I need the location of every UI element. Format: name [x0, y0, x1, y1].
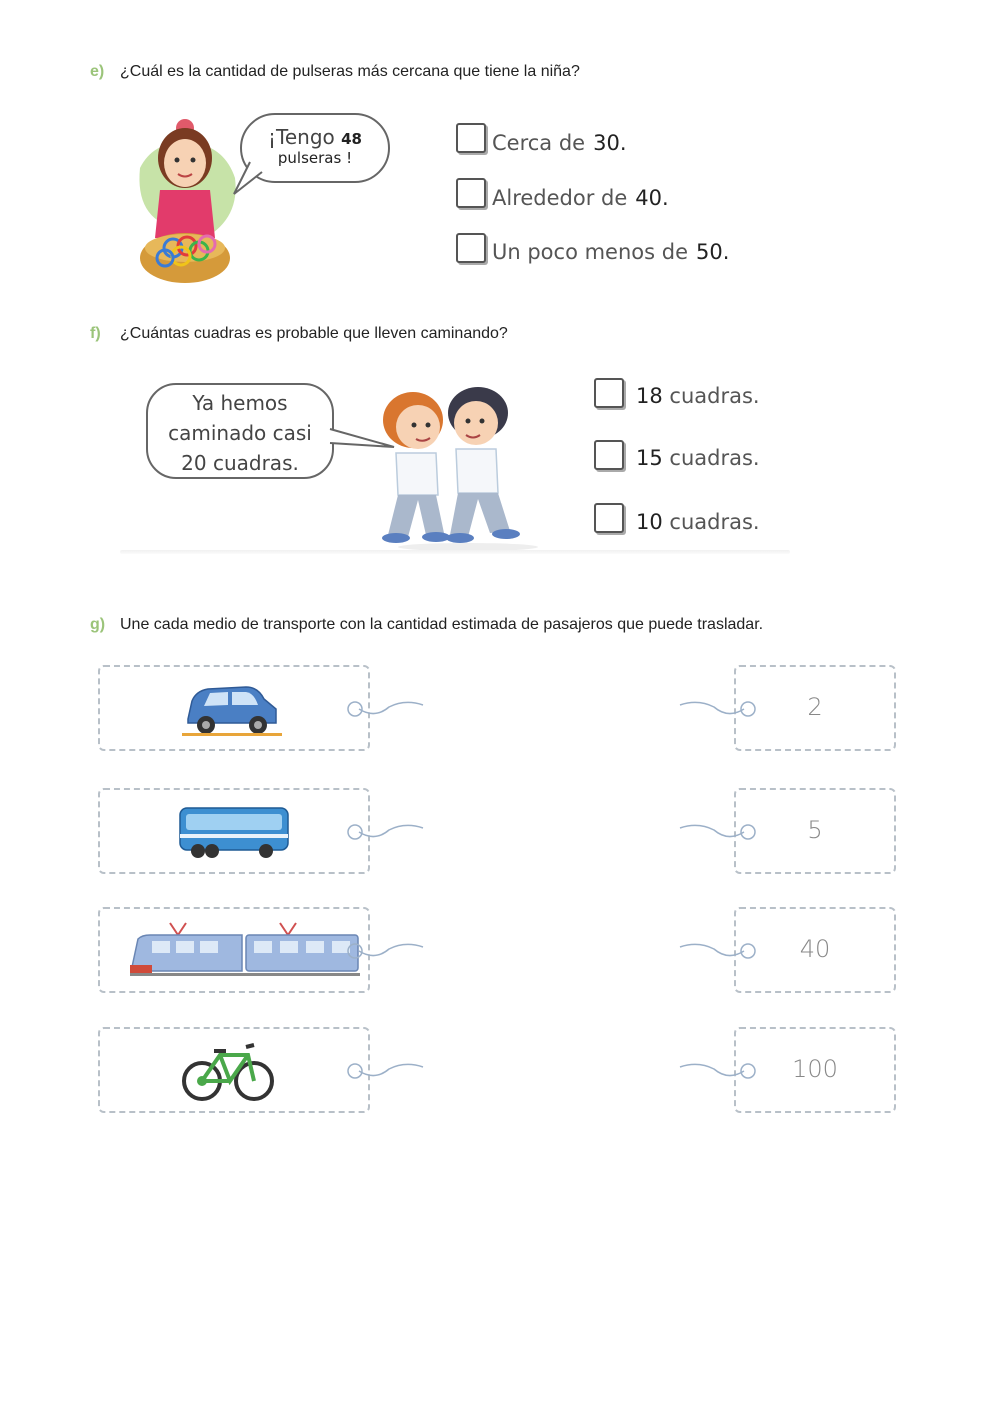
option-e-1-label: Cerca de: [492, 131, 586, 155]
string-loop-icon: [345, 820, 425, 844]
option-e-2-label: Alrededor de: [492, 186, 628, 210]
option-f-3-value: 10: [636, 510, 663, 534]
bubble-f-line1: Ya hemos: [192, 391, 288, 415]
option-f-1-unit: cuadras.: [669, 384, 760, 408]
bubble-e-number: 48: [341, 130, 362, 148]
car-icon: [182, 679, 282, 739]
number-40: 40: [799, 935, 831, 963]
option-f-1-value: 18: [636, 384, 663, 408]
option-f-2: [636, 446, 760, 470]
bubble-e-line1: ¡Tengo: [268, 125, 335, 149]
checkbox-f-option-1[interactable]: [594, 378, 624, 408]
option-e-3-label: Un poco menos de: [492, 240, 689, 264]
checkbox-e-option-3[interactable]: [456, 233, 486, 263]
number-5: 5: [807, 816, 823, 844]
bubble-e-excl: !: [346, 149, 353, 167]
option-e-2: [492, 186, 669, 210]
question-e-letter: e): [90, 63, 105, 80]
bus-icon: [174, 800, 294, 862]
option-f-2-value: 15: [636, 446, 663, 470]
divider: [120, 550, 790, 554]
vehicle-card-bicycle[interactable]: [98, 1027, 370, 1113]
number-card-100[interactable]: [734, 1027, 896, 1113]
question-g-letter: g): [90, 616, 106, 633]
checkbox-f-option-2[interactable]: [594, 440, 624, 470]
option-e-1: [492, 131, 627, 155]
checkbox-e-option-2[interactable]: [456, 178, 486, 208]
vehicle-card-bus[interactable]: [98, 788, 370, 874]
number-card-40[interactable]: [734, 907, 896, 993]
speech-bubble-f: [146, 383, 334, 479]
option-f-1: [636, 384, 760, 408]
bicycle-icon: [180, 1041, 276, 1103]
option-e-2-value: 40.: [635, 186, 669, 210]
number-2: 2: [807, 693, 823, 721]
option-f-3: [636, 510, 760, 534]
bubble-e-tail: [228, 160, 268, 200]
option-f-2-unit: cuadras.: [669, 446, 760, 470]
string-loop-icon: [345, 697, 425, 721]
question-f-letter: f): [90, 325, 101, 342]
number-card-2[interactable]: [734, 665, 896, 751]
question-e-text: ¿Cuál es la cantidad de pulseras más cercana que tiene la niña?: [120, 63, 580, 80]
string-loop-icon: [345, 939, 425, 963]
bubble-f-line2: caminado casi: [168, 421, 312, 445]
bubble-f-line3: 20 cuadras.: [181, 451, 299, 475]
bubble-e-line2: pulseras: [277, 149, 342, 167]
number-100: 100: [792, 1055, 838, 1083]
question-g-text: Une cada medio de transporte con la cantidad estimada de pasajeros que puede trasladar.: [120, 616, 764, 633]
option-e-3-value: 50.: [696, 240, 730, 264]
question-f-text: ¿Cuántas cuadras es probable que lleven caminando?: [120, 325, 508, 342]
option-e-3: [492, 240, 729, 264]
vehicle-card-train[interactable]: [98, 907, 370, 993]
number-card-5[interactable]: [734, 788, 896, 874]
option-f-3-unit: cuadras.: [669, 510, 760, 534]
checkbox-e-option-1[interactable]: [456, 123, 486, 153]
boys-walking-icon: [378, 385, 538, 550]
train-icon: [130, 917, 366, 983]
string-loop-icon: [345, 1059, 425, 1083]
checkbox-f-option-3[interactable]: [594, 503, 624, 533]
option-e-1-value: 30.: [593, 131, 627, 155]
vehicle-card-car[interactable]: [98, 665, 370, 751]
